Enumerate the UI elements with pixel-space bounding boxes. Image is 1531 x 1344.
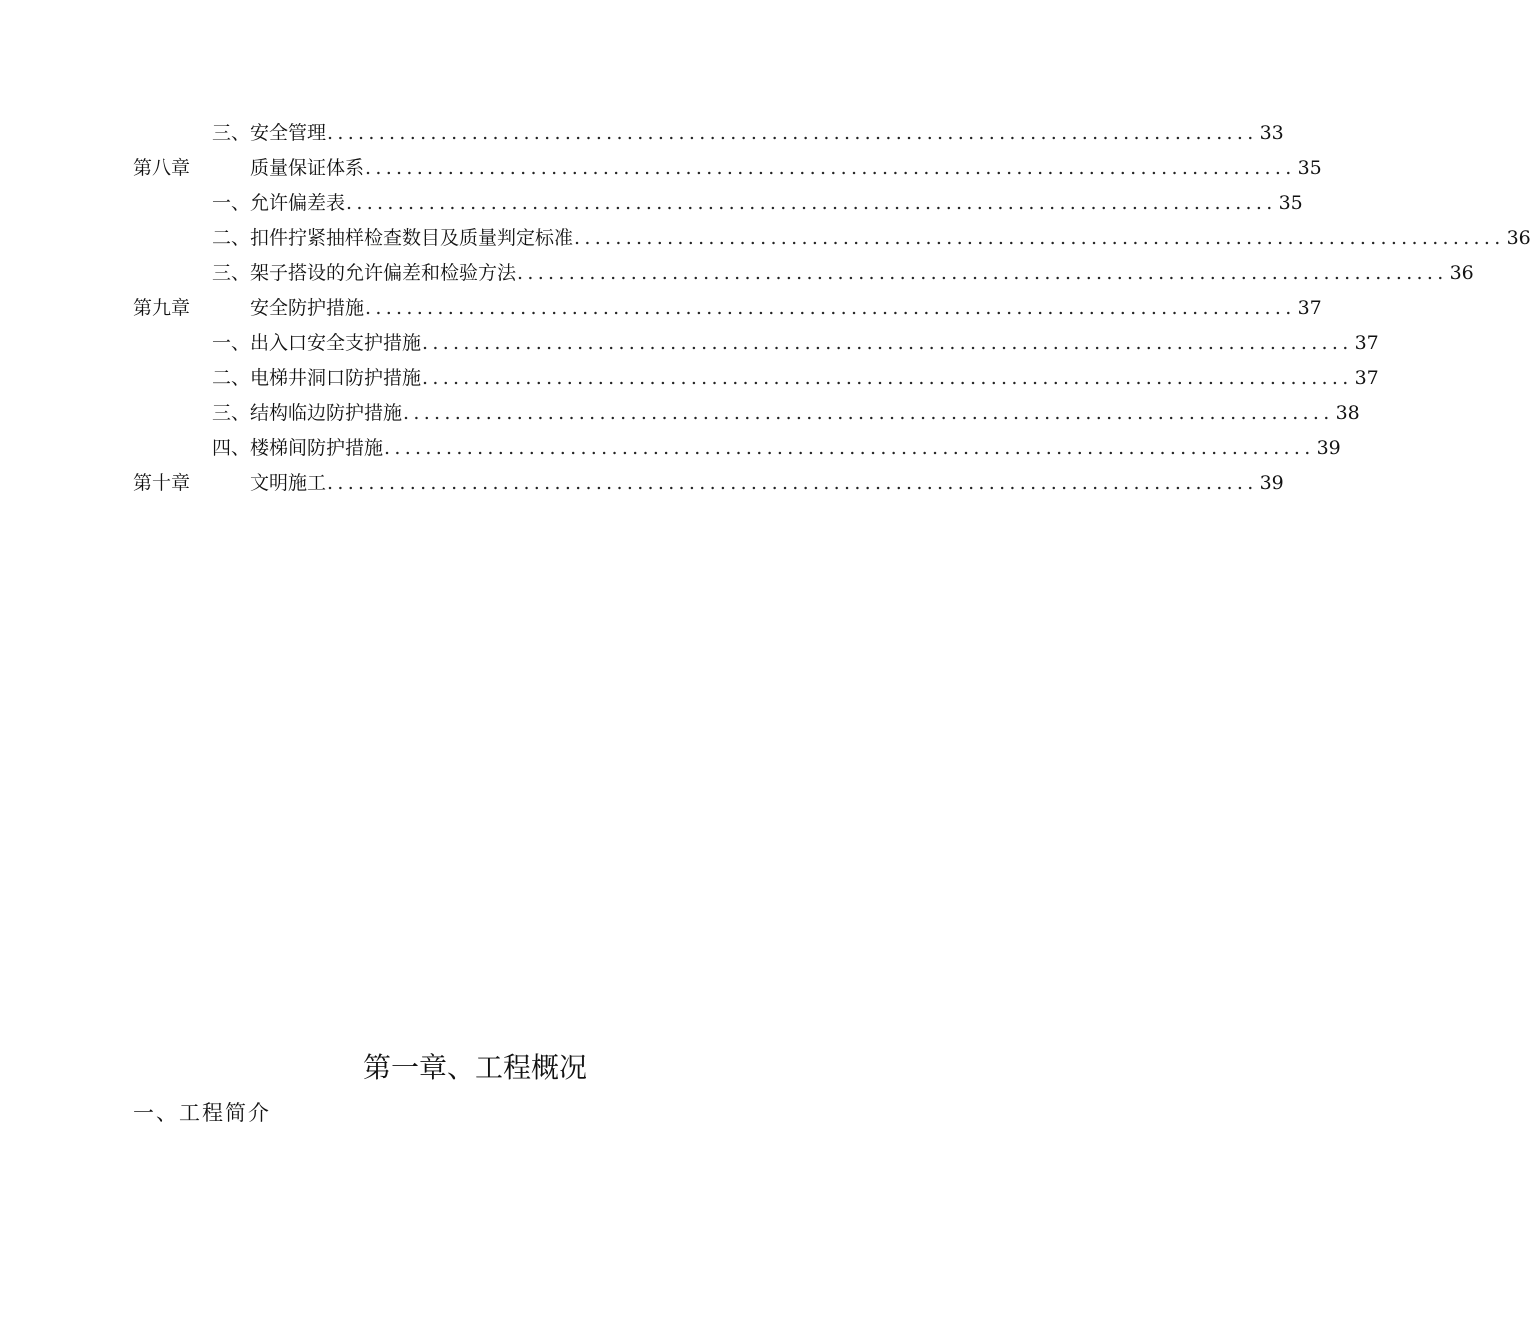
toc-dot-leader: .......................................................................................... [422,367,1353,389]
toc-entry-title: 三、结构临边防护措施 [212,402,403,424]
toc-entry[interactable] [212,118,1284,148]
toc-entry[interactable] [212,363,1379,393]
toc-entry-title: 文明施工 [250,472,327,494]
toc-chapter-entry[interactable] [133,153,1322,183]
toc-page-number: 36 [1449,262,1474,284]
toc-entry[interactable] [212,188,1303,218]
toc-entry[interactable] [212,223,1531,253]
toc-page-number: 38 [1335,402,1360,424]
toc-entry-title: 一、允许偏差表 [212,192,346,214]
toc-page-number: 37 [1297,297,1322,319]
toc-dot-leader: .......................................................................................... [517,262,1448,284]
toc-chapter-entry[interactable] [133,468,1284,498]
toc-page-number: 37 [1354,367,1379,389]
toc-dot-leader: .......................................................................................... [346,192,1277,214]
toc-page-number: 39 [1259,472,1284,494]
toc-page-number: 37 [1354,332,1379,354]
toc-entry-title: 安全防护措施 [250,297,365,319]
toc-dot-leader: .......................................................................................... [327,122,1258,144]
toc-dot-leader: .......................................................................................... [574,227,1505,249]
toc-dot-leader: .......................................................................................... [384,437,1315,459]
toc-chapter-number: 第九章 [133,297,191,319]
toc-entry-title: 一、出入口安全支护措施 [212,332,422,354]
toc-chapter-entry[interactable] [133,293,1322,323]
toc-entry[interactable] [212,398,1360,428]
toc-dot-leader: .......................................................................................... [403,402,1334,424]
toc-chapter-number: 第八章 [133,157,191,179]
toc-entry-title: 质量保证体系 [250,157,365,179]
toc-page-number: 33 [1259,122,1284,144]
toc-entry-title: 三、架子搭设的允许偏差和检验方法 [212,262,517,284]
toc-entry-title: 三、安全管理 [212,122,327,144]
toc-dot-leader: .......................................................................................... [327,472,1258,494]
chapter-heading: 第一章、工程概况 [362,1051,587,1084]
toc-entry-title: 二、电梯井洞口防护措施 [212,367,422,389]
toc-entry[interactable] [212,258,1474,288]
toc-page-number: 35 [1278,192,1303,214]
toc-entry[interactable] [212,328,1379,358]
section-heading: 一、工程简介 [133,1101,271,1125]
toc-page-number: 36 [1506,227,1531,249]
toc-entry-title: 四、楼梯间防护措施 [212,437,384,459]
toc-page-number: 39 [1316,437,1341,459]
toc-dot-leader: .......................................................................................... [365,297,1296,319]
toc-entry[interactable] [212,433,1341,463]
toc-entry-title: 二、扣件拧紧抽样检查数目及质量判定标准 [212,227,574,249]
toc-chapter-number: 第十章 [133,472,191,494]
toc-dot-leader: .......................................................................................... [422,332,1353,354]
toc-page-number: 35 [1297,157,1322,179]
toc-dot-leader: .......................................................................................... [365,157,1296,179]
